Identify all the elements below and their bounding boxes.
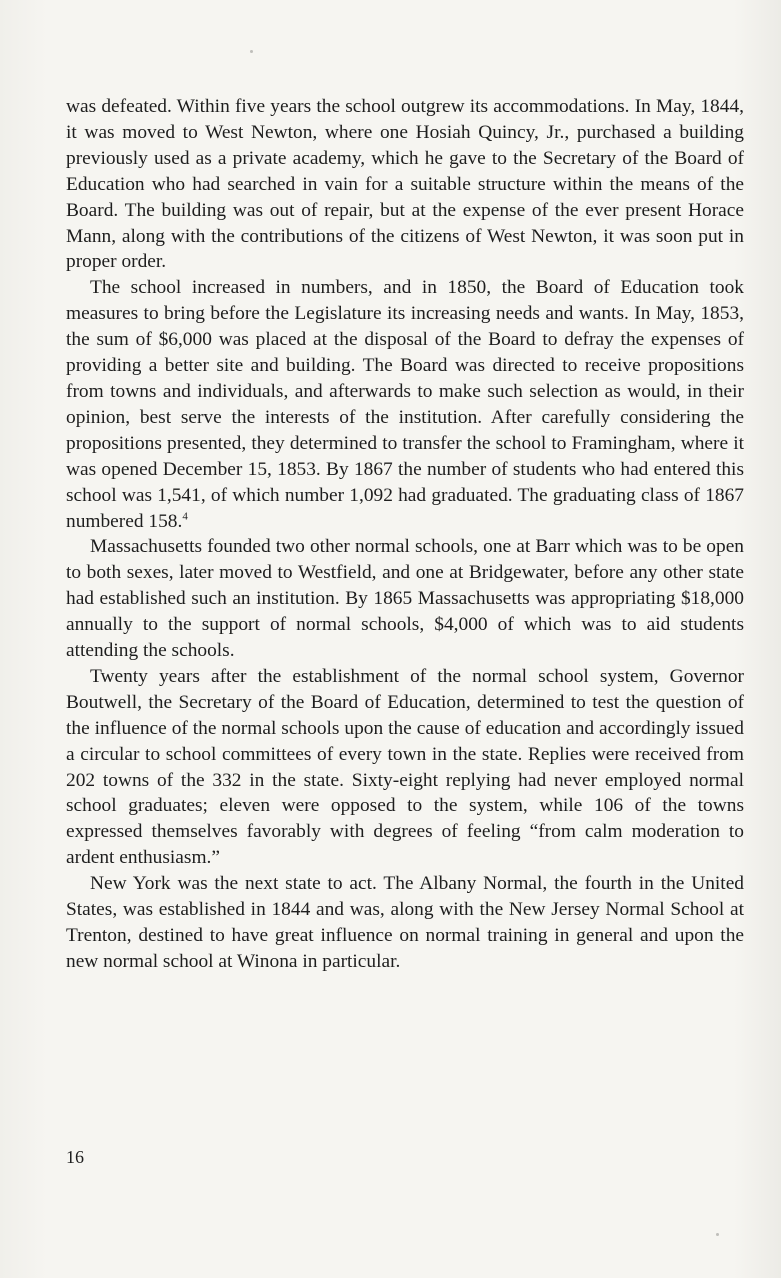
footnote-marker: 4 — [182, 510, 188, 523]
paragraph-2-text: The school increased in numbers, and in 1850, the Board of Education took measures to bring before the Legislature its increasing needs and wants. In May, 1853, the sum of $6,000 was placed at the disposal of the Board to defray the expenses of providing a better site and building. The Board was directed to receive propositions from towns and individuals, and afterwards to make such selection as would, in their opinion, best serve the interests of the institution. After carefully considering the propositions presented, they determined to transfer the school to Framingham, where it was opened December 15, 1853. By 1867 the number of students who had entered this school was 1,541, of which number 1,092 had graduated. The graduating class of 1867 numbered 158. — [66, 277, 744, 532]
paper-speck — [250, 50, 253, 53]
body-text — [66, 94, 744, 975]
paper-speck — [716, 1233, 719, 1236]
paragraph-2 — [66, 275, 744, 534]
paragraph-3: Massachusetts founded two other normal schools, one at Barr which was to be open to both sexes, later moved to Westfield, and one at Bridgewater, before any other state had established such an institution. By 1865 Massachusetts was appropriating $18,000 annually to the support of normal schools, $4,000 of which was to aid students attending the schools. — [66, 536, 744, 662]
paragraph-5: New York was the next state to act. The Albany Normal, the fourth in the United States, was established in 1844 and was, along with the New Jersey Normal School at Trenton, destined to have great influence on normal training in general and upon the new normal school at Winona in particular. — [66, 873, 744, 972]
paragraph-1: was defeated. Within five years the school outgrew its accommodations. In May, 1844, it was moved to West Newton, where one Hosiah Quincy, Jr., purchased a building previously used as a private academy, which he gave to the Secretary of the Board of Education who had searched in vain for a suitable structure within the means of the Board. The building was out of repair, but at the expense of the ever present Horace Mann, along with the contributions of the citizens of West Newton, it was soon put in proper order. — [66, 96, 744, 273]
page-number: 16 — [66, 1147, 84, 1167]
paragraph-4: Twenty years after the establishment of the normal school system, Governor Boutwell, the Secretary of the Board of Education, determined to test the question of the influence of the normal schools upon the cause of education and accordingly issued a circular to school committees of every town in the state. Replies were received from 202 towns of the 332 in the state. Sixty-eight replying had never employed normal school graduates; eleven were opposed to the system, while 106 of the towns expressed themselves favorably with degrees of feeling “from calm moderation to ardent enthusiasm.” — [66, 665, 744, 869]
